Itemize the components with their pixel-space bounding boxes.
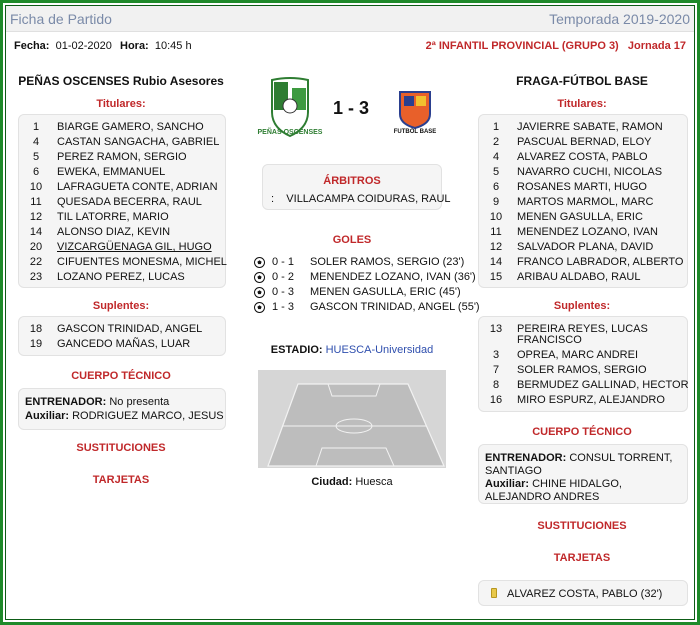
- player-name: ARIBAU ALDABO, RAUL: [517, 271, 641, 283]
- player-row: [479, 166, 687, 181]
- away-suplentes-title: Suplentes:: [553, 300, 611, 312]
- jornada-label: Jornada 17: [627, 40, 686, 52]
- stadium-photo: [258, 370, 446, 468]
- player-name[interactable]: VIZCARGÜENAGA GIL, HUGO: [57, 241, 212, 253]
- player-number: 6: [492, 181, 500, 193]
- away-coach: ENTRENADOR: CONSUL TORRENT,: [485, 452, 673, 464]
- score-separator: -: [348, 98, 354, 118]
- away-assistant-line2: ALEJANDRO ANDRES: [485, 491, 600, 503]
- player-name: SALVADOR PLANA, DAVID: [517, 241, 654, 253]
- away-team-name: FRAGA-FÚTBOL BASE: [516, 74, 648, 88]
- player-number: 6: [32, 166, 40, 178]
- player-row: [479, 349, 687, 364]
- svg-text:FUTBOL BASE: FUTBOL BASE: [393, 129, 437, 135]
- player-number: 19: [29, 338, 43, 350]
- player-number: 23: [29, 271, 43, 283]
- player-name: ALONSO DIAZ, KEVIN: [57, 226, 171, 238]
- player-number: 5: [492, 166, 500, 178]
- player-number: 20: [29, 241, 43, 253]
- home-tarjetas-title: TARJETAS: [92, 474, 150, 486]
- player-row: [479, 271, 687, 286]
- player-row: [479, 181, 687, 196]
- football-icon: [254, 272, 265, 283]
- player-number: 15: [489, 271, 503, 283]
- goal-score: 0 - 2: [272, 271, 295, 283]
- away-cuerpo-title: CUERPO TÉCNICO: [532, 426, 632, 438]
- player-name: GANCEDO MAÑAS, LUAR: [57, 338, 191, 350]
- player-row: [19, 241, 225, 256]
- home-team-name: PEÑAS OSCENSES Rubio Asesores: [18, 74, 224, 88]
- football-icon: [254, 302, 265, 313]
- referees-title: ÁRBITROS: [323, 175, 381, 187]
- player-name: GASCON TRINIDAD, ANGEL: [57, 323, 203, 335]
- goal-scorer: GASCON TRINIDAD, ANGEL (55'): [310, 301, 480, 313]
- football-icon: [254, 257, 265, 268]
- time-info: Hora: 10:45 h: [120, 40, 192, 52]
- player-number: 22: [29, 256, 43, 268]
- player-row: [19, 181, 225, 196]
- player-row: [19, 211, 225, 226]
- player-name-line2: FRANCISCO: [517, 334, 582, 346]
- player-number: 4: [492, 151, 500, 163]
- away-titulares-list: [478, 114, 688, 288]
- away-assistant: Auxiliar: CHINE HIDALGO,: [485, 478, 622, 490]
- away-sustituciones-title: SUSTITUCIONES: [537, 520, 627, 532]
- referee-name: : VILLACAMPA COIDURAS, RAUL: [271, 193, 451, 205]
- player-number: 1: [492, 121, 500, 133]
- player-row: [479, 256, 687, 271]
- player-row: [19, 121, 225, 136]
- player-number: 12: [489, 241, 503, 253]
- player-number: 14: [489, 256, 503, 268]
- player-name: JAVIERRE SABATE, RAMON: [517, 121, 663, 133]
- player-name: FRANCO LABRADOR, ALBERTO: [517, 256, 684, 268]
- goal-scorer: MENEN GASULLA, ERIC (45'): [310, 286, 461, 298]
- home-score: 1: [332, 98, 343, 118]
- player-number: 13: [489, 323, 503, 335]
- player-number: 11: [490, 226, 502, 238]
- home-suplentes-title: Suplentes:: [92, 300, 150, 312]
- player-row: [19, 166, 225, 181]
- away-technical-staff: [478, 444, 688, 504]
- player-row: [479, 136, 687, 151]
- city-name: Huesca: [355, 476, 393, 488]
- player-name: MENEN GASULLA, ERIC: [517, 211, 643, 223]
- player-number: 10: [489, 211, 503, 223]
- away-suplentes-list: [478, 316, 688, 412]
- player-number: 18: [29, 323, 43, 335]
- away-card-entry: [478, 580, 688, 606]
- player-row: [19, 271, 225, 286]
- home-team-logo: [257, 78, 323, 142]
- scoreline: [316, 98, 386, 119]
- player-number: 7: [492, 364, 500, 376]
- page-title: Ficha de Partido: [10, 11, 112, 27]
- player-row: [479, 211, 687, 226]
- player-row: [479, 241, 687, 256]
- goals-title: GOLES: [332, 234, 372, 246]
- player-name: ROSANES MARTI, HUGO: [517, 181, 647, 193]
- player-name: TIL LATORRE, MARIO: [57, 211, 169, 223]
- player-row: [19, 256, 225, 271]
- player-number: 14: [29, 226, 43, 238]
- player-row: [19, 323, 225, 338]
- player-row: [19, 226, 225, 241]
- goal-score: 0 - 3: [272, 286, 295, 298]
- player-name: LAFRAGUETA CONTE, ADRIAN: [57, 181, 218, 193]
- player-name: OPREA, MARC ANDREI: [517, 349, 639, 361]
- player-name: BIARGE GAMERO, SANCHO: [57, 121, 204, 133]
- player-name: PEREIRA REYES, LUCAS: [517, 323, 648, 335]
- player-name: NAVARRO CUCHI, NICOLAS: [517, 166, 663, 178]
- player-number: 10: [29, 181, 43, 193]
- player-name: SOLER RAMOS, SERGIO: [517, 364, 647, 376]
- player-name: PASCUAL BERNAD, ELOY: [517, 136, 652, 148]
- home-cuerpo-title: CUERPO TÉCNICO: [71, 370, 171, 382]
- away-tarjetas-title: TARJETAS: [553, 552, 611, 564]
- away-score: 3: [359, 98, 370, 118]
- player-name: MIRO ESPURZ, ALEJANDRO: [517, 394, 665, 406]
- player-row: [19, 196, 225, 211]
- player-name: CIFUENTES MONESMA, MICHEL: [57, 256, 227, 268]
- player-number: 9: [492, 196, 500, 208]
- player-row: [19, 338, 225, 353]
- player-name: MENENDEZ LOZANO, IVAN: [517, 226, 658, 238]
- season-label: Temporada 2019-2020: [549, 11, 690, 27]
- player-name: BERMUDEZ GALLINAD, HECTOR: [517, 379, 689, 391]
- player-row: [19, 151, 225, 166]
- player-row: [479, 196, 687, 211]
- player-number: 8: [492, 379, 500, 391]
- away-titulares-title: Titulares:: [557, 98, 607, 110]
- date-info: Fecha: 01-02-2020: [14, 40, 112, 52]
- stadium-info: ESTADIO: HUESCA-Universidad: [270, 344, 434, 356]
- player-row: [479, 121, 687, 136]
- player-row: [479, 226, 687, 241]
- match-info-bar: [6, 36, 694, 56]
- player-name: PEREZ RAMON, SERGIO: [57, 151, 187, 163]
- home-technical-staff: [18, 388, 226, 430]
- player-name: QUESADA BECERRA, RAUL: [57, 196, 202, 208]
- home-sustituciones-title: SUSTITUCIONES: [76, 442, 166, 454]
- player-row: [479, 379, 687, 394]
- goal-score: 0 - 1: [272, 256, 295, 268]
- player-row: [479, 323, 687, 349]
- away-team-logo: [392, 90, 438, 134]
- player-name: MARTOS MARMOL, MARC: [517, 196, 654, 208]
- goal-scorer: MENENDEZ LOZANO, IVAN (36'): [310, 271, 476, 283]
- stadium-link[interactable]: HUESCA-Universidad: [325, 344, 434, 356]
- player-number: 16: [489, 394, 503, 406]
- home-titulares-list: [18, 114, 226, 288]
- title-bar: [6, 6, 694, 32]
- player-row: [479, 151, 687, 166]
- competition-name: 2ª INFANTIL PROVINCIAL (GRUPO 3): [425, 40, 619, 52]
- competition-info: [426, 40, 686, 52]
- home-suplentes-list: [18, 316, 226, 356]
- card-player: ALVAREZ COSTA, PABLO (32'): [507, 588, 663, 600]
- player-number: 2: [492, 136, 500, 148]
- city-info: Ciudad: Huesca: [311, 476, 393, 488]
- player-number: 4: [32, 136, 40, 148]
- player-name: LOZANO PEREZ, LUCAS: [57, 271, 185, 283]
- home-assistant: Auxiliar: RODRIGUEZ MARCO, JESUS: [25, 410, 224, 422]
- yellow-card-icon: [491, 588, 497, 598]
- player-row: [479, 364, 687, 379]
- player-name: ALVAREZ COSTA, PABLO: [517, 151, 648, 163]
- goal-scorer: SOLER RAMOS, SERGIO (23'): [310, 256, 465, 268]
- player-name: EWEKA, EMMANUEL: [57, 166, 166, 178]
- home-titulares-title: Titulares:: [96, 98, 146, 110]
- player-row: [479, 394, 687, 409]
- goal-score: 1 - 3: [272, 301, 295, 313]
- time-value: 10:45 h: [154, 40, 192, 52]
- player-number: 5: [32, 151, 40, 163]
- date-value: 01-02-2020: [55, 40, 112, 52]
- player-number: 1: [32, 121, 40, 133]
- player-number: 11: [30, 196, 42, 208]
- home-coach: ENTRENADOR: No presenta: [25, 396, 170, 408]
- away-coach-line2: SANTIAGO: [485, 465, 542, 477]
- svg-text:PEÑAS OSCENSES: PEÑAS OSCENSES: [257, 129, 323, 136]
- player-row: [19, 136, 225, 151]
- referees-box: [262, 164, 451, 210]
- player-number: 3: [492, 349, 500, 361]
- football-icon: [254, 287, 265, 298]
- player-name: CASTAN SANGACHA, GABRIEL: [57, 136, 220, 148]
- player-number: 12: [29, 211, 43, 223]
